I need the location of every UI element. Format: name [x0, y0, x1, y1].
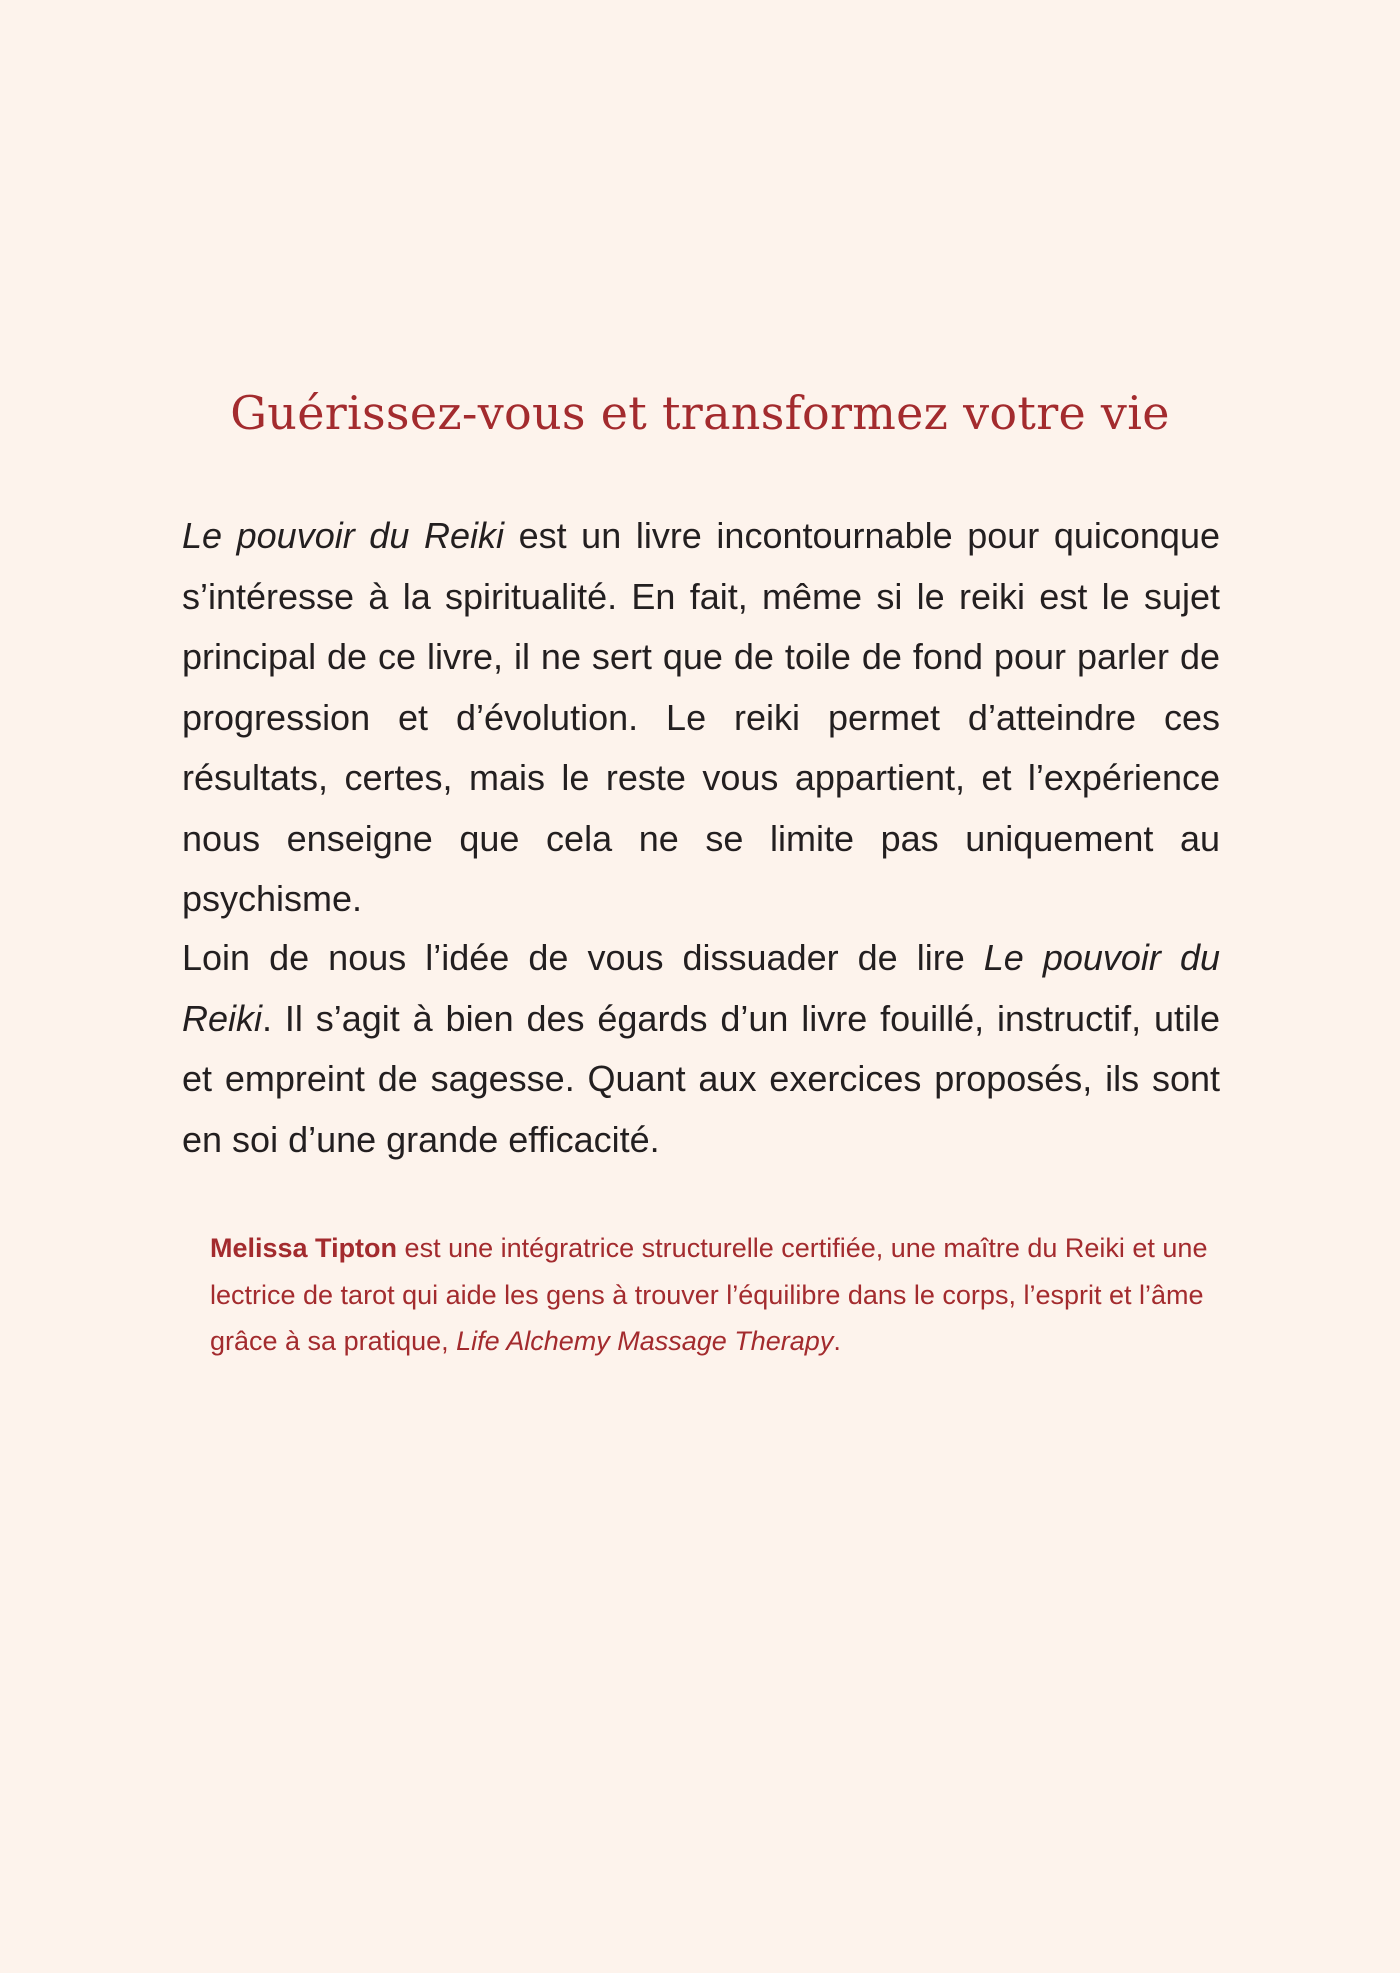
description-paragraph-1 [182, 506, 1220, 930]
paragraph-1-text: est un livre incontournable pour quiconque s’intéresse à la spiritualité. En fait, même si le reiki est le sujet principal de ce livre, il ne sert que de toile de fond pour parler de progression et d’évolution. Le reiki permet d’atteindre ces résultats, certes, mais le reste vous appartient, et l’expérience nous enseigne que cela ne se limite pas uniquement au psychisme. [182, 515, 1220, 919]
page-title: Guérissez-vous et transformez votre vie [230, 386, 1170, 440]
author-bio-text: est une intégratrice structurelle certifiée, une maître du Reiki et une lectrice de tarot qui aide les gens à trouver l’équilibre dans le corps, l’esprit et l’âme grâce à sa pratique, [210, 1233, 1208, 1356]
author-bio-end: . [833, 1326, 841, 1356]
book-title-italic: Le pouvoir du Reiki [182, 937, 1220, 1039]
book-title-italic: Le pouvoir du Reiki [182, 515, 504, 556]
author-bio [210, 1225, 1210, 1365]
practice-name: Life Alchemy Massage Therapy [456, 1326, 834, 1356]
paragraph-2-text-before: Loin de nous l’idée de vous dissuader de lire [182, 937, 984, 978]
author-name: Melissa Tipton [210, 1233, 398, 1263]
description-paragraph-2 [182, 928, 1220, 1170]
paragraph-2-text-after: . Il s’agit à bien des égards d’un livre fouillé, instructif, utile et empreint de sagesse. Quant aux exercices proposés, ils sont en soi d’une grande efficacité. [182, 997, 1220, 1160]
